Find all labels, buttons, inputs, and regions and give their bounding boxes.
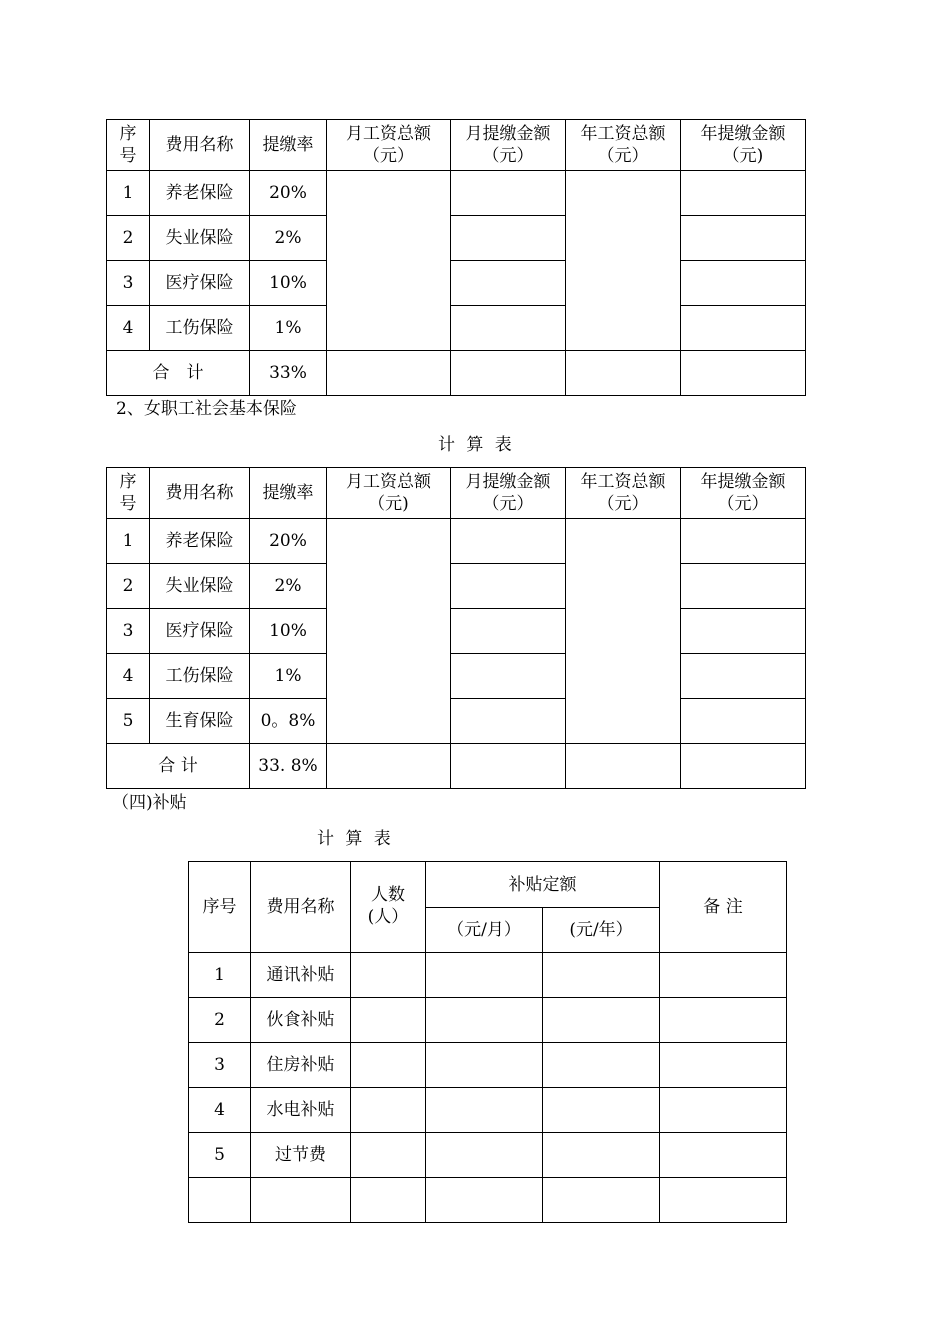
header-monthly-wage: 月工资总额 （元）: [327, 120, 451, 171]
row-rate: 20%: [250, 171, 327, 216]
header-yearly-contribution: 年提缴金额 （元）: [681, 468, 806, 519]
row-name: 通讯补贴: [251, 953, 351, 998]
header-rate: 提缴率: [250, 468, 327, 519]
row-name: 工伤保险: [150, 306, 250, 351]
row-rate: 1%: [250, 654, 327, 699]
header-no: 序号: [189, 862, 251, 953]
row-name: 工伤保险: [150, 654, 250, 699]
yearly-wage-cell: [566, 519, 681, 744]
monthly-cell: [426, 998, 543, 1043]
header-fee-name: 费用名称: [251, 862, 351, 953]
row-no: 3: [107, 609, 150, 654]
note-cell: [660, 1178, 787, 1223]
row-rate: 10%: [250, 261, 327, 306]
total-cell: [681, 744, 806, 789]
monthly-cell: [426, 1043, 543, 1088]
row-name: 住房补贴: [251, 1043, 351, 1088]
row-no: 2: [107, 216, 150, 261]
monthly-contribution-cell: [451, 171, 566, 216]
row-name: 失业保险: [150, 216, 250, 261]
monthly-contribution-cell: [451, 216, 566, 261]
note-cell: [660, 1133, 787, 1178]
monthly-contribution-cell: [451, 261, 566, 306]
total-cell: [566, 351, 681, 396]
monthly-cell: [426, 953, 543, 998]
row-rate: 0。8%: [250, 699, 327, 744]
yearly-cell: [543, 1133, 660, 1178]
row-no: 2: [189, 998, 251, 1043]
note-cell: [660, 998, 787, 1043]
row-no: 2: [107, 564, 150, 609]
row-name: 养老保险: [150, 519, 250, 564]
row-name: 失业保险: [150, 564, 250, 609]
row-no: 5: [107, 699, 150, 744]
total-cell: [451, 351, 566, 396]
header-no: 序 号: [107, 468, 150, 519]
row-no: 4: [189, 1088, 251, 1133]
insurance-table-2: [106, 467, 806, 789]
total-cell: [327, 744, 451, 789]
yearly-cell: [543, 1043, 660, 1088]
header-rate: 提缴率: [250, 120, 327, 171]
header-monthly-contribution: 月提缴金额 （元）: [451, 120, 566, 171]
yearly-cell: [543, 953, 660, 998]
header-no: 序 号: [107, 120, 150, 171]
row-no: 4: [107, 654, 150, 699]
row-name: 生育保险: [150, 699, 250, 744]
yearly-wage-cell: [566, 171, 681, 351]
yearly-cell: [543, 998, 660, 1043]
monthly-contribution-cell: [451, 654, 566, 699]
row-name: 医疗保险: [150, 261, 250, 306]
monthly-wage-cell: [327, 171, 451, 351]
table2-title: 计 算 表: [438, 435, 512, 455]
row-rate: 2%: [250, 216, 327, 261]
monthly-contribution-cell: [451, 609, 566, 654]
people-cell: [351, 1088, 426, 1133]
header-monthly-contribution: 月提缴金额 （元）: [451, 468, 566, 519]
total-cell: [566, 744, 681, 789]
total-rate: 33. 8%: [250, 744, 327, 789]
yearly-contribution-cell: [681, 519, 806, 564]
note-cell: [660, 953, 787, 998]
total-rate: 33%: [250, 351, 327, 396]
section2-heading: 2、女职工社会基本保险: [116, 399, 297, 419]
yearly-contribution-cell: [681, 654, 806, 699]
header-yearly-contribution: 年提缴金额 （元): [681, 120, 806, 171]
header-yearly-wage: 年工资总额 （元）: [566, 468, 681, 519]
yearly-contribution-cell: [681, 216, 806, 261]
row-name: 过节费: [251, 1133, 351, 1178]
total-cell: [681, 351, 806, 396]
monthly-cell: [426, 1178, 543, 1223]
row-rate: 20%: [250, 519, 327, 564]
people-cell: [351, 1043, 426, 1088]
header-yearly-wage: 年工资总额 （元）: [566, 120, 681, 171]
people-cell: [351, 998, 426, 1043]
total-cell: [451, 744, 566, 789]
header-monthly-wage: 月工资总额 （元): [327, 468, 451, 519]
row-no: 4: [107, 306, 150, 351]
yearly-contribution-cell: [681, 564, 806, 609]
note-cell: [660, 1043, 787, 1088]
monthly-wage-cell: [327, 519, 451, 744]
header-note: 备 注: [660, 862, 787, 953]
yearly-contribution-cell: [681, 171, 806, 216]
row-no: 1: [107, 519, 150, 564]
total-cell: [327, 351, 451, 396]
row-name: 医疗保险: [150, 609, 250, 654]
yearly-cell: [543, 1178, 660, 1223]
row-no: 3: [107, 261, 150, 306]
yearly-contribution-cell: [681, 261, 806, 306]
row-no: 5: [189, 1133, 251, 1178]
note-cell: [660, 1088, 787, 1133]
monthly-contribution-cell: [451, 699, 566, 744]
subsidy-table: [188, 861, 787, 1223]
people-cell: [351, 953, 426, 998]
row-rate: 10%: [250, 609, 327, 654]
row-rate: 1%: [250, 306, 327, 351]
section4-heading: （四)补贴: [112, 793, 187, 813]
people-cell: [351, 1133, 426, 1178]
header-subsidy-quota: 补贴定额: [426, 862, 660, 908]
row-no: 1: [107, 171, 150, 216]
header-people: 人数 (人）: [351, 862, 426, 953]
row-no: [189, 1178, 251, 1223]
row-name: 水电补贴: [251, 1088, 351, 1133]
monthly-contribution-cell: [451, 564, 566, 609]
total-label: 合 计: [107, 351, 250, 396]
row-no: 3: [189, 1043, 251, 1088]
row-name: [251, 1178, 351, 1223]
monthly-contribution-cell: [451, 519, 566, 564]
header-fee-name: 费用名称: [150, 120, 250, 171]
monthly-cell: [426, 1088, 543, 1133]
insurance-table-1: [106, 119, 806, 396]
header-fee-name: 费用名称: [150, 468, 250, 519]
yearly-contribution-cell: [681, 306, 806, 351]
monthly-cell: [426, 1133, 543, 1178]
people-cell: [351, 1178, 426, 1223]
table3-title: 计 算 表: [317, 829, 391, 849]
yearly-cell: [543, 1088, 660, 1133]
row-rate: 2%: [250, 564, 327, 609]
total-label: 合 计: [107, 744, 250, 789]
monthly-contribution-cell: [451, 306, 566, 351]
yearly-contribution-cell: [681, 609, 806, 654]
row-no: 1: [189, 953, 251, 998]
row-name: 伙食补贴: [251, 998, 351, 1043]
row-name: 养老保险: [150, 171, 250, 216]
header-per-month: （元/月）: [426, 908, 543, 953]
header-per-year: (元/年）: [543, 908, 660, 953]
yearly-contribution-cell: [681, 699, 806, 744]
